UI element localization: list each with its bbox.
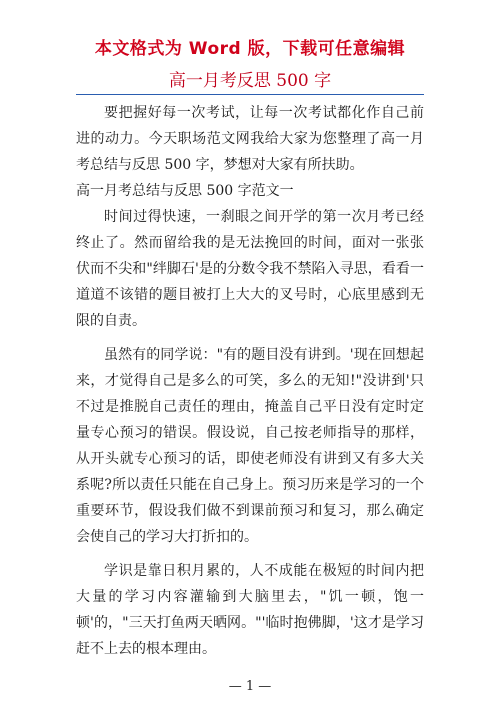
- body-paragraph-1: 时间过得快速，一刹眼之间开学的第一次月考已经终止了。然而留给我的是无法挽回的时间，面对一张张伏而不尖和"绊脚石'是的分数令我不禁陷入寻思，看看一道道不该错的题目被打上大大的叉号时，心底里感到无限的自责。: [76, 209, 424, 329]
- page-title: 高一月考反思 500 字: [168, 71, 332, 91]
- section-heading: 高一月考总结与反思 500 字范文一: [76, 183, 294, 199]
- body-paragraph-2: 虽然有的同学说："有的题目没有讲到。'现在回想起来，才觉得自己是多么的可笑，多么的无知!"没讲到'只不过是推脱自己责任的理由，掩盖自己平日没有定时定量专心预习的错误。假设说，自己按老师指导的那样，从开头就专心预习的话，即使老师没有讲到又有多大关系呢?所以责任只能在自己身上。预习历来是学习的一个重要环节，假设我们做不到课前预习和复习，那么确定会使自己的学习大打折扣的。: [76, 347, 424, 545]
- document-body: [76, 100, 424, 662]
- body-paragraph-3: 学识是靠日积月累的，人不成能在极短的时间内把大量的学习内容灌输到大脑里去，"饥一顿，饱一顿'的，"三天打鱼两天晒网。"'临时抱佛脚，'这才是学习赶不上去的根本理由。: [76, 563, 424, 657]
- title-divider: [76, 94, 424, 95]
- page-number: — 1 —: [228, 679, 272, 694]
- format-banner: 本文格式为 Word 版，下载可任意编辑: [94, 39, 406, 59]
- intro-paragraph: 要把握好每一次考试，让每一次考试都化作自己前进的动力。今天职场范文网我给大家为您整理了高一月考总结与反思 500 字，梦想对大家有所扶助。: [76, 105, 424, 173]
